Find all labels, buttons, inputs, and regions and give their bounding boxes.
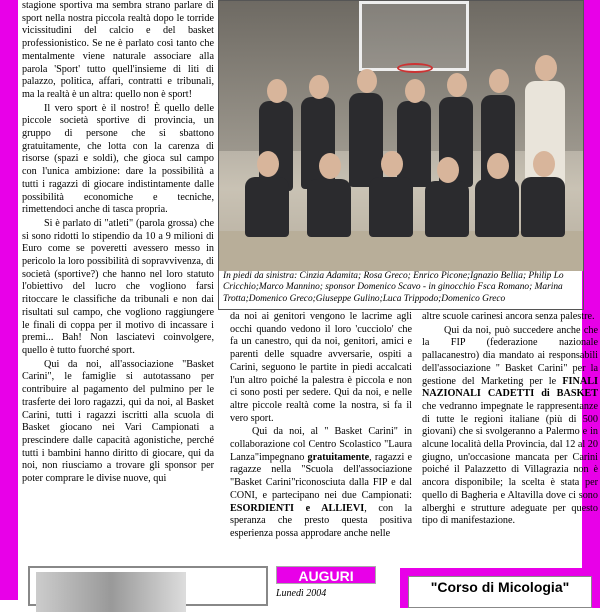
newspaper-page	[18, 0, 598, 600]
team-photo-frame	[218, 0, 584, 310]
paragraph: Il vero sport è il nostro! È quello delle piccole società sportive di provincia, un gruppo di persone che si sbattono gratuitamente, che lotta con la carenza di risorse (spazi e soldi), che gioca sul campo con l'unica ambizione: dare la possibilità a tutti i ragazzi di giocare indistintamente dalle possibilità economiche e tecniche, rimettendoci anche di tasca propria.	[22, 102, 214, 216]
micologia-banner	[400, 568, 600, 608]
paragraph: Qui da noi, può succedere anche che la FIP (federazione nazionale pallacanestro) dia mandato ai responsabili dell'associazione " Basket Carini" per la gestione del Marketing per le FINALI NAZIONALI CADETTI di BASKET che vedranno impegnate le rappresentanze di tutte le regioni italiane (più di 500 giovani) che si svolgeranno a Palermo e in alcune località della Provincia, dal 12 al 20 giugno, un'occasione mancata per Carini poiché il Palazzetto di Villagrazia non è ancora disponibile; la scelta è stata per quello di Bagheria e Altavilla dove ci sono alberghi e strutture adeguate per questo tipo di manifestazione.	[422, 324, 598, 527]
auguri-photo-box	[28, 566, 268, 606]
auguri-text: Lunedì 2004	[276, 588, 327, 599]
photo-caption: In piedi da sinistra: Cinzia Adamita; Rosa Greco; Enrico Picone;Ignazio Bellia; Philip Lo Cricchio;Marco Mannino; sponsor Domenico Scavo - in ginocchio Fsca Romano; Marina Trotta;Domenico Greco;Giuseppe Gulino;Luca Trippodo;Domenico Greco	[223, 271, 564, 304]
team-photo	[219, 1, 583, 269]
auguri-photo	[36, 572, 186, 612]
paragraph: da noi ai genitori vengono le lacrime agli occhi quando vedono il loro 'cucciolo' che fa un canestro, qui da noi, genitori, amici e parenti delle squadre avversarie, ospiti a Carini, seguono le partite in piedi accalcati l'un altro poiché la palestra è piccola e non ci sono posti per sedere. Qui da noi, e nelle altre piccole realtà come la nostra, si fa il vero sport.	[230, 311, 412, 424]
paragraph: Qui da noi, all'associazione "Basket Carini", le famiglie si autotassano per contribuire al pagamento del pulmino per le trasferte dei loro ragazzi, qui da noi, al Basket Carini, tutti i ragazzi iscritti alla scuola di Basket giocano nei Vari Campionati a prescindere dalle capacità agonistiche, perché tutti i bambini hanno diritto di giocare, qui da noi, non riusciamo a trovare gli sponsor per poter comprare le divise nuove, qui	[22, 358, 214, 485]
page-border-left	[0, 0, 18, 600]
paragraph: altre scuole carinesi ancora senza palestre.	[422, 311, 595, 322]
paragraph: stagione sportiva ma sembra strano parlare di sport nella nostra piccola realtà dopo le torride vicissitudini del calcio e del basket professionistico. Se ne è parlato così tanto che mentalmente viene naturale associare alla parola 'Sport' tutto quell'insieme di liti di palazzo, politica, affari, contratti e tribunali, ma la realtà è un altra: quello non è sport!	[22, 0, 214, 100]
article-column-2	[230, 311, 412, 563]
paragraph: Qui da noi, al " Basket Carini" in collaborazione col Centro Scolastico "Laura Lanza"impegnano gratuitamente, ragazzi e ragazze nella "Scuola dell'associazione "Basket Carini"riconosciuta dalla FIP e dal CONI, e partecipano nei due Campionati: ESORDIENTI e ALLIEVI, con la speranza che presto questa positiva esperienza possa approdare anche nelle	[230, 426, 413, 539]
article-column-3	[422, 311, 598, 563]
auguri-heading: AUGURI	[276, 566, 376, 584]
micologia-heading: "Corso di Micologia"	[408, 576, 592, 608]
paragraph: Si è parlato di "atleti" (parola grossa) che si sono ridotti lo stipendio da 10 a 9 milioni di Euro come se poveretti avessero messo in pericolo la loro possibilità di sopravvivenza, di società (sportive?) che hanno nel loro statuto l'obiettivo del lucro che vogliono farsi ritoccare le classifiche da tribunali e non dai risultati sul campo, che vogliono raggiungere le finali di coppa per il motivo di incassare i premi... Bah! Non lasciatevi coinvolgere, quello è tutto fuorché sport.	[22, 217, 214, 356]
article-column-1	[22, 0, 214, 562]
